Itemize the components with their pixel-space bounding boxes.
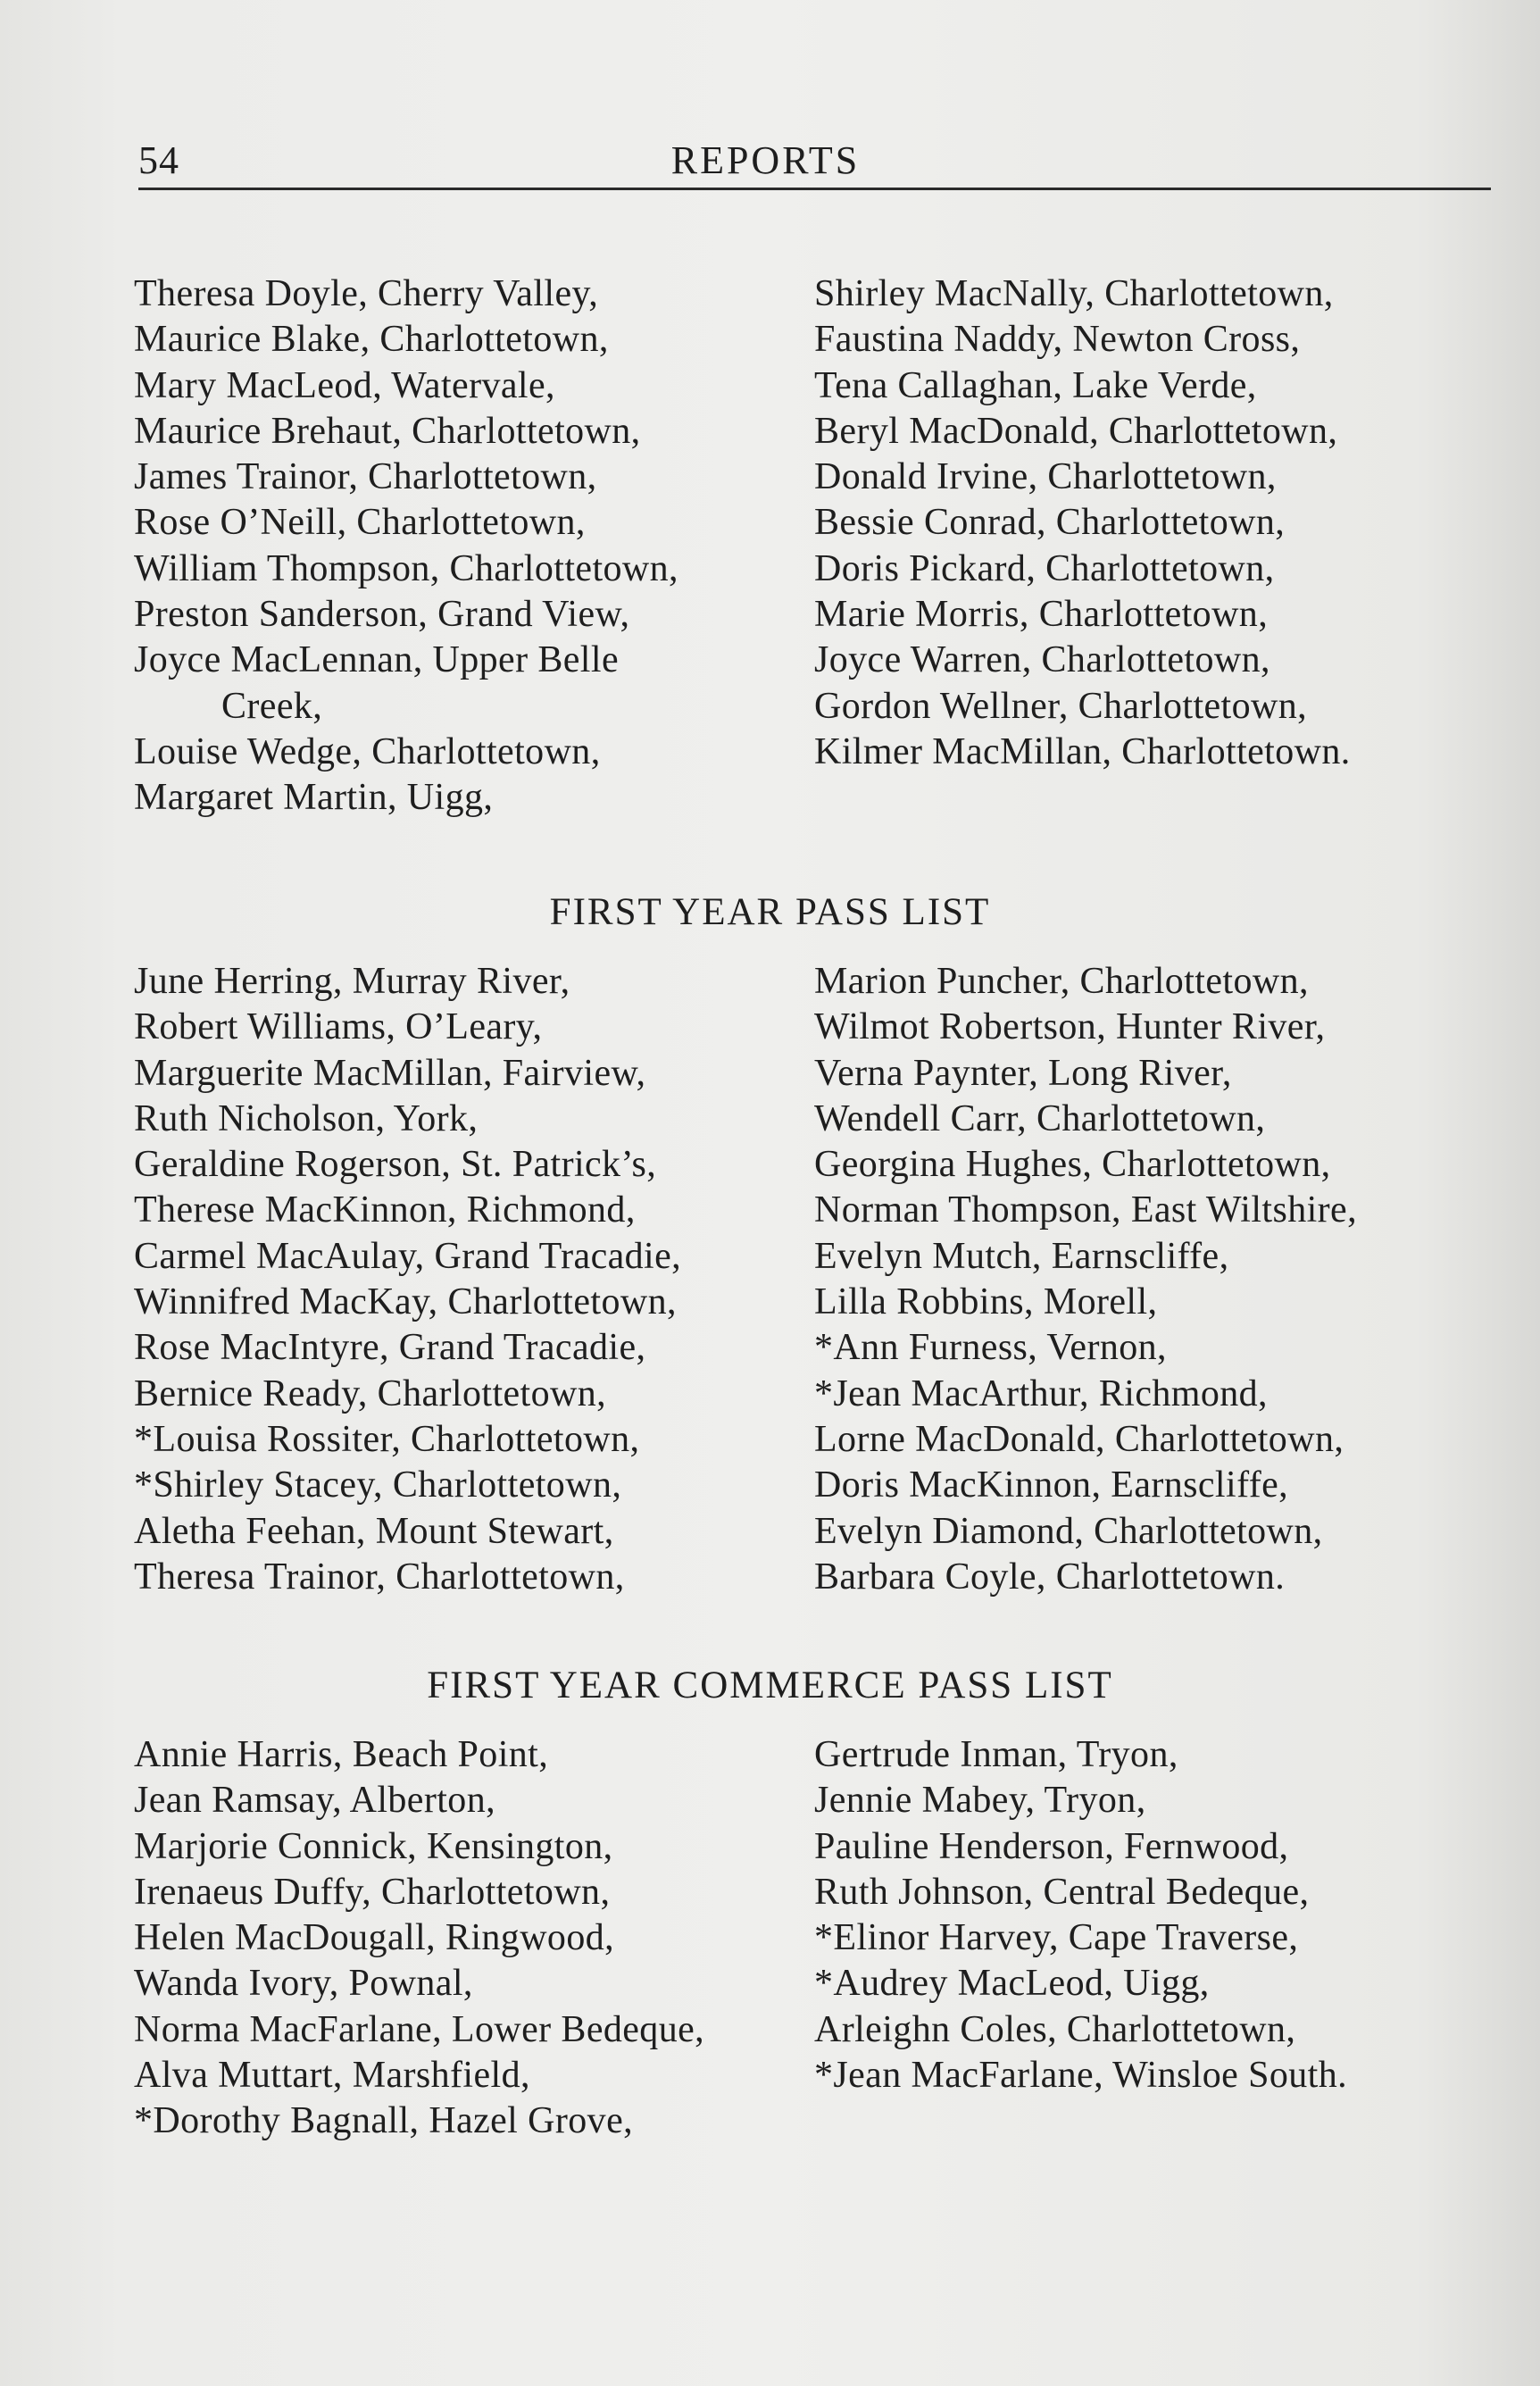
list-item: Evelyn Mutch, Earnscliffe, xyxy=(814,1235,1229,1277)
list-item: Annie Harris, Beach Point, xyxy=(134,1734,549,1775)
list-item: James Trainor, Charlottetown, xyxy=(134,456,597,498)
running-head: REPORTS xyxy=(670,138,861,182)
list-item: Pauline Henderson, Fernwood, xyxy=(814,1825,1289,1867)
list-item: Marion Puncher, Charlottetown, xyxy=(814,961,1309,1002)
page-header xyxy=(138,134,1491,190)
list-item: Wendell Carr, Charlottetown, xyxy=(814,1097,1266,1139)
section3-right-column xyxy=(814,1732,1347,2098)
list-item: Doris MacKinnon, Earnscliffe, xyxy=(814,1464,1289,1506)
list-item: Carmel MacAulay, Grand Tracadie, xyxy=(134,1235,682,1277)
list-item: Bernice Ready, Charlottetown, xyxy=(134,1372,607,1414)
list-item: Joyce Warren, Charlottetown, xyxy=(814,639,1270,681)
list-item: *Jean MacArthur, Richmond, xyxy=(814,1372,1268,1414)
list-item: Theresa Doyle, Cherry Valley, xyxy=(134,273,599,314)
list-item: Shirley MacNally, Charlottetown, xyxy=(814,273,1334,314)
list-item: Marjorie Connick, Kensington, xyxy=(134,1825,613,1867)
list-item: Norman Thompson, East Wiltshire, xyxy=(814,1189,1357,1231)
list-item: *Shirley Stacey, Charlottetown, xyxy=(134,1464,622,1506)
list-item: Bessie Conrad, Charlottetown, xyxy=(814,502,1286,544)
section3-left-column xyxy=(134,1732,704,2145)
list-item: Lorne MacDonald, Charlottetown, xyxy=(814,1418,1344,1460)
list-item: Georgina Hughes, Charlottetown, xyxy=(814,1144,1331,1186)
section-title-first-year-commerce-pass-list: FIRST YEAR COMMERCE PASS LIST xyxy=(427,1664,1113,1706)
list-item: William Thompson, Charlottetown, xyxy=(134,547,678,589)
list-item: Therese MacKinnon, Richmond, xyxy=(134,1189,636,1231)
list-item: Arleighn Coles, Charlottetown, xyxy=(814,2008,1296,2050)
list-item: Wanda Ivory, Pownal, xyxy=(134,1963,473,2005)
list-item: Joyce MacLennan, Upper Belle xyxy=(134,639,619,681)
list-item: Lilla Robbins, Morell, xyxy=(814,1281,1158,1323)
list-item: Ruth Nicholson, York, xyxy=(134,1097,479,1139)
list-item: Irenaeus Duffy, Charlottetown, xyxy=(134,1871,611,1913)
list-item: Maurice Blake, Charlottetown, xyxy=(134,319,609,361)
page-number: 54 xyxy=(138,138,179,182)
list-item: Marie Morris, Charlottetown, xyxy=(814,594,1269,636)
list-item: Gertrude Inman, Tryon, xyxy=(814,1734,1178,1775)
list-item: Preston Sanderson, Grand View, xyxy=(134,594,630,636)
list-item: Donald Irvine, Charlottetown, xyxy=(814,456,1277,498)
list-item: Geraldine Rogerson, St. Patrick’s, xyxy=(134,1144,657,1186)
list-item: Verna Paynter, Long River, xyxy=(814,1052,1232,1094)
list-item: Evelyn Diamond, Charlottetown, xyxy=(814,1510,1323,1552)
list-item: *Jean MacFarlane, Winsloe South. xyxy=(814,2055,1348,2097)
list-item: *Audrey MacLeod, Uigg, xyxy=(814,1963,1210,2005)
list-item: June Herring, Murray River, xyxy=(134,961,570,1002)
list-item: Aletha Feehan, Mount Stewart, xyxy=(134,1510,614,1552)
list-item: Ruth Johnson, Central Bedeque, xyxy=(814,1871,1310,1913)
list-item: Faustina Naddy, Newton Cross, xyxy=(814,319,1301,361)
list-item: Beryl MacDonald, Charlottetown, xyxy=(814,410,1338,452)
list-item: Kilmer MacMillan, Charlottetown. xyxy=(814,730,1351,772)
list-item: Norma MacFarlane, Lower Bedeque, xyxy=(134,2008,705,2050)
list-item: *Dorothy Bagnall, Hazel Grove, xyxy=(134,2100,634,2142)
list-item: Jennie Mabey, Tryon, xyxy=(814,1780,1146,1822)
list-item: Alva Muttart, Marshfield, xyxy=(134,2055,530,2097)
list-item: Marguerite MacMillan, Fairview, xyxy=(134,1052,646,1094)
list-item: *Louisa Rossiter, Charlottetown, xyxy=(134,1418,640,1460)
list-item: Rose MacIntyre, Grand Tracadie, xyxy=(134,1327,646,1369)
list-item: Maurice Brehaut, Charlottetown, xyxy=(134,410,641,452)
list-item: Louise Wedge, Charlottetown, xyxy=(134,730,601,772)
list-item: Margaret Martin, Uigg, xyxy=(134,777,494,819)
list-item: Barbara Coyle, Charlottetown. xyxy=(814,1556,1286,1598)
list-item: *Elinor Harvey, Cape Traverse, xyxy=(814,1917,1299,1959)
list-item: Mary MacLeod, Watervale, xyxy=(134,364,555,406)
list-item-continuation: Creek, xyxy=(221,685,323,727)
list-item: *Ann Furness, Vernon, xyxy=(814,1327,1167,1369)
list-item: Wilmot Robertson, Hunter River, xyxy=(814,1006,1326,1048)
list-item: Helen MacDougall, Ringwood, xyxy=(134,1917,615,1959)
list-item: Tena Callaghan, Lake Verde, xyxy=(814,364,1257,406)
list-item: Winnifred MacKay, Charlottetown, xyxy=(134,1281,677,1323)
list-item: Gordon Wellner, Charlottetown, xyxy=(814,685,1308,727)
list-item: Robert Williams, O’Leary, xyxy=(134,1006,543,1048)
list-item: Theresa Trainor, Charlottetown, xyxy=(134,1556,625,1598)
list-item: Rose O’Neill, Charlottetown, xyxy=(134,502,586,544)
section2-left-column xyxy=(134,959,681,1600)
section2-right-column xyxy=(814,959,1357,1600)
section1-right-column xyxy=(814,271,1351,775)
section1-left-column xyxy=(134,271,678,822)
list-item: Jean Ramsay, Alberton, xyxy=(134,1780,495,1822)
section-title-first-year-pass-list: FIRST YEAR PASS LIST xyxy=(549,891,991,933)
list-item: Doris Pickard, Charlottetown, xyxy=(814,547,1275,589)
